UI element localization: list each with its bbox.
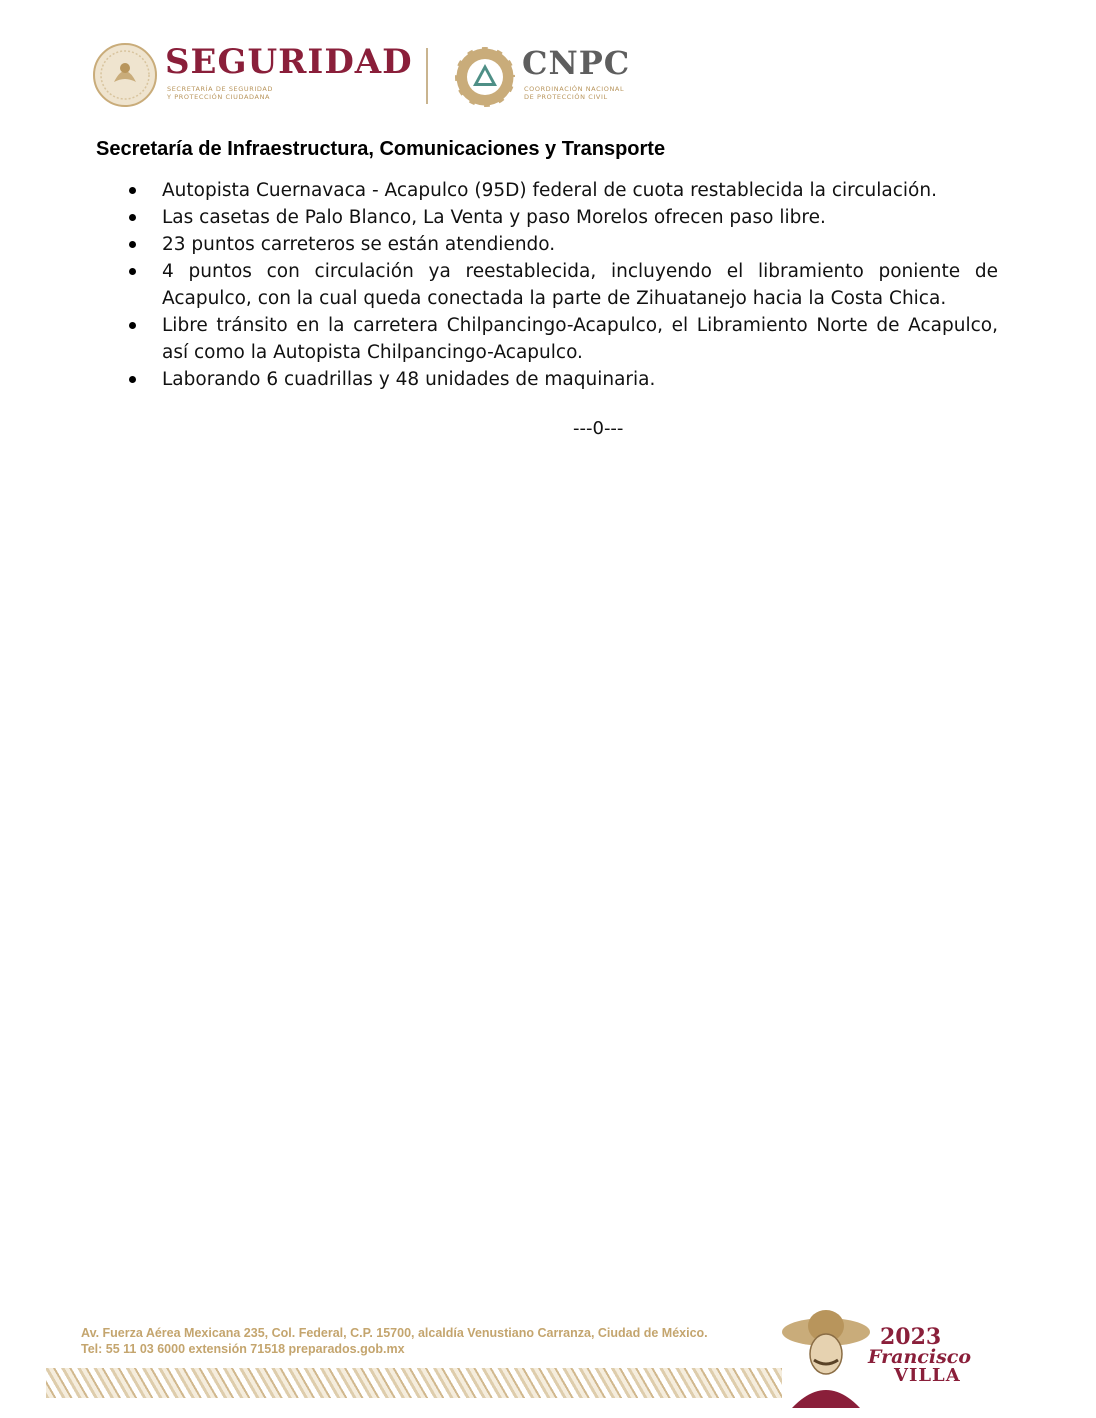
section-title: Secretaría de Infraestructura, Comunicaciones y Transporte [96,138,666,160]
agency-subtitle: SECRETARÍA DE SEGURIDAD Y PROTECCIÓN CIUDADANA [167,85,274,101]
footer-address [81,1325,708,1357]
list-item: Libre tránsito en la carretera Chilpancingo-Acapulco, el Libramiento Norte de Acapulco, así como la Autopista Chilpancingo-Acapulco. [96,312,998,366]
agency-title: SEGURIDAD [165,42,413,82]
year-name-first: Francisco [868,1346,972,1368]
civil-protection-triangle-icon [452,44,518,110]
francisco-villa-portrait-icon [778,1302,874,1408]
end-mark: ---0--- [573,418,624,439]
list-item: 23 puntos carreteros se están atendiendo. [96,231,998,258]
contact-line: Tel: 55 11 03 6000 extensión 71518 preparados.gob.mx [81,1342,405,1356]
bullet-list [96,177,998,393]
cnpc-title: CNPC [522,44,631,82]
address-line: Av. Fuerza Aérea Mexicana 235, Col. Federal, C.P. 15700, alcaldía Venustiano Carranza, Ciudad de México. [81,1326,708,1340]
decorative-pattern-band [46,1368,782,1398]
header-divider [426,48,428,104]
coat-of-arms-seal-icon [92,42,158,108]
list-item: Laborando 6 cuadrillas y 48 unidades de maquinaria. [96,366,998,393]
letterhead [92,40,652,112]
list-item: 4 puntos con circulación ya reestablecida, incluyendo el libramiento poniente de Acapulco, con la cual queda conectada la parte de Zihuatanejo hacia la Costa Chica. [96,258,998,312]
list-item: Autopista Cuernavaca - Acapulco (95D) federal de cuota restablecida la circulación. [96,177,998,204]
list-item: Las casetas de Palo Blanco, La Venta y paso Morelos ofrecen paso libre. [96,204,998,231]
cnpc-subtitle: COORDINACIÓN NACIONAL DE PROTECCIÓN CIVIL [524,85,625,101]
year-badge: 2023 [880,1324,942,1350]
year-name-last: VILLA [894,1365,961,1386]
